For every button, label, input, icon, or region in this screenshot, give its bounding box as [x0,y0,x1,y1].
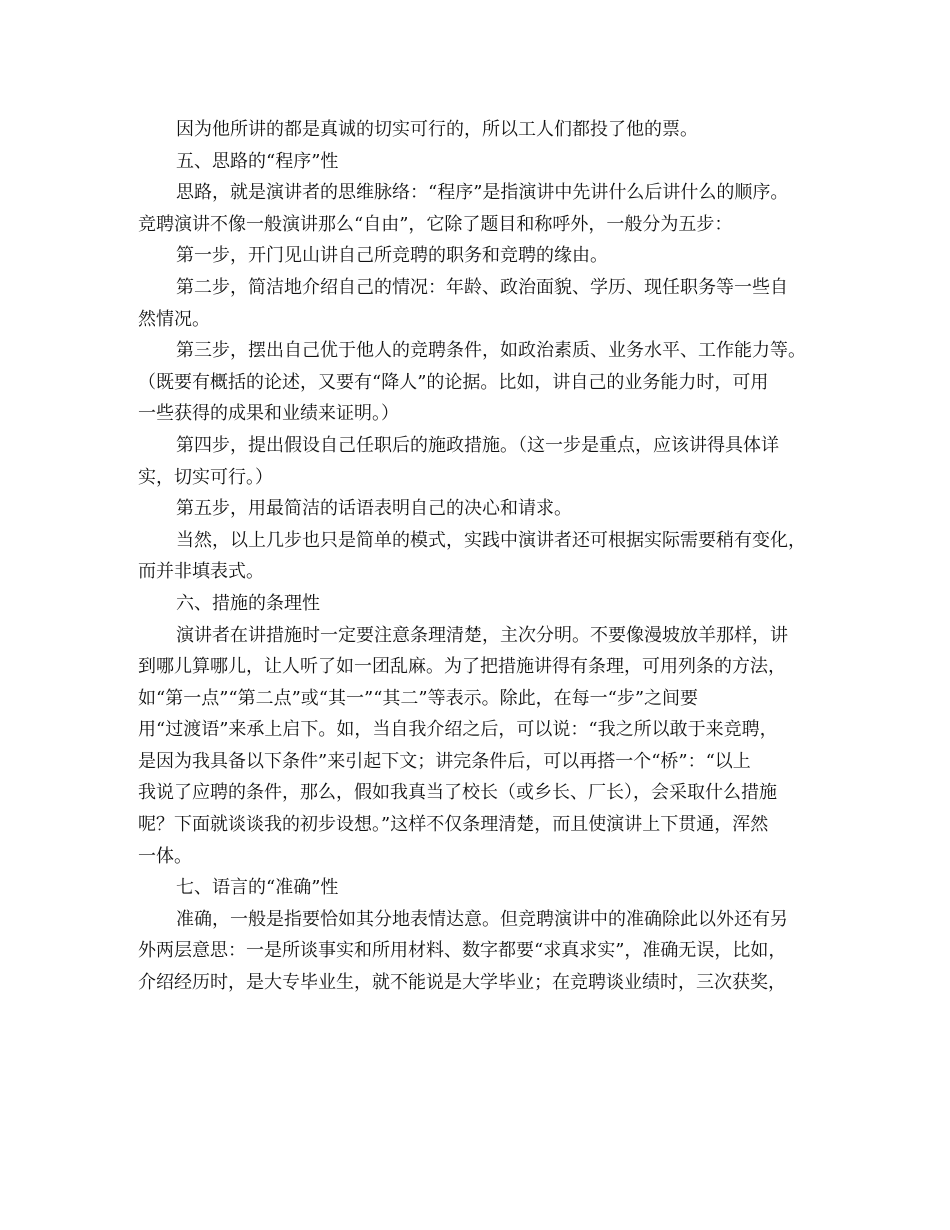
text-line: 五、思路的“程序”性 [176,150,339,172]
text-line: 竞聘演讲不像一般演讲那么“自由”，它除了题目和称呼外，一般分为五步： [138,213,733,235]
text-line: 一些获得的成果和业绩来证明。） [138,403,399,425]
text-line: 因为他所讲的都是真诚的切实可行的，所以工人们都投了他的票。 [176,119,698,140]
text-line: 然情况。 [138,308,210,330]
text-line: 七、语言的“准确”性 [176,877,339,899]
text-line: 我说了应聘的条件，那么，假如我真当了校长（或乡长、厂长），会采取什么措施 [138,782,777,804]
text-line: 而并非填表式。 [138,561,264,583]
text-line: 第一步，开门见山讲自己所竞聘的职务和竞聘的缘由。 [176,245,608,267]
text-line: 实，切实可行。） [138,466,273,488]
text-line: 第二步，简洁地介绍自己的情况：年龄、政治面貌、学历、现任职务等一些自 [176,276,788,298]
document-body [138,114,818,999]
text-line: 如“第一点”“第二点”或“其一”“其二”等表示。除此，在每一“步”之间要 [138,687,699,709]
text-line: 六、措施的条理性 [176,592,320,614]
text-line: 当然，以上几步也只是简单的模式，实践中演讲者还可根据实际需要稍有变化， [176,529,806,551]
text-line: 一体。 [138,845,192,867]
text-line: 外两层意思：一是所谈事实和所用材料、数字都要“求真求实”，准确无误，比如， [138,940,787,962]
text-line: 介绍经历时，是大专毕业生，就不能说是大学毕业；在竞聘谈业绩时，三次获奖， [138,972,786,994]
text-line: 用“过渡语”来承上启下。如，当自我介绍之后，可以说：“我之所以敢于来竞聘， [138,719,778,741]
text-line: 演讲者在讲措施时一定要注意条理清楚，主次分明。不要像漫坡放羊那样，讲 [176,624,788,646]
text-line: 第五步，用最简洁的话语表明自己的决心和请求。 [176,498,572,520]
text-line: 准确，一般是指要恰如其分地表情达意。但竞聘演讲中的准确除此以外还有另 [176,908,788,930]
text-line: 到哪儿算哪儿，让人听了如一团乱麻。为了把措施讲得有条理，可用列条的方法， [138,656,786,678]
text-line: 思路，就是演讲者的思维脉络：“程序”是指演讲中先讲什么后讲什么的顺序。 [176,182,789,204]
text-line: 是因为我具备以下条件”来引起下文；讲完条件后，可以再搭一个“桥”：“以上 [138,750,751,772]
text-line: 第四步，提出假设自己任职后的施政措施。（这一步是重点，应该讲得具体详 [176,434,779,456]
text-line: （既要有概括的论述，又要有“降人”的论据。比如，讲自己的业务能力时，可用 [138,371,769,393]
text-line: 第三步，摆出自己优于他人的竞聘条件，如政治素质、业务水平、工作能力等。 [176,340,806,362]
text-line: 呢？下面就谈谈我的初步设想。”这样不仅条理清楚，而且使演讲上下贯通，浑然 [138,814,769,836]
